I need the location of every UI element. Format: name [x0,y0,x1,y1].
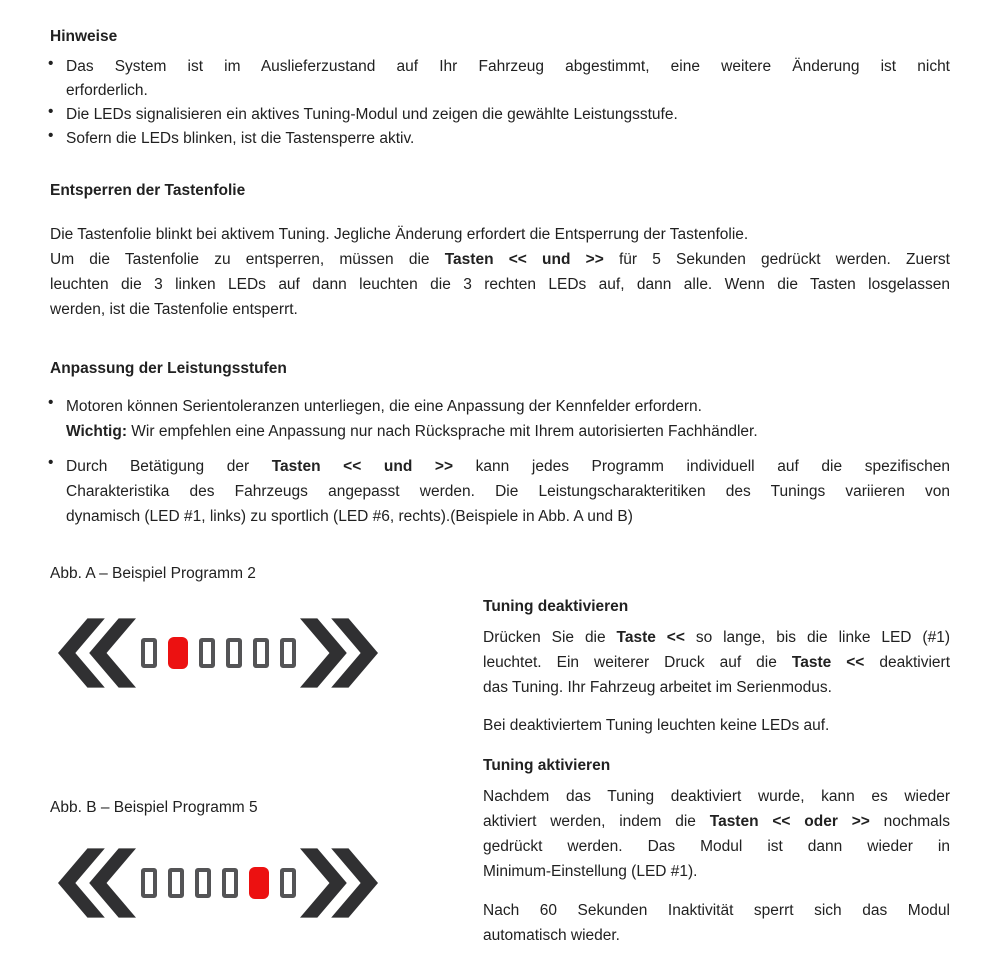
text-run: deaktiviert [864,654,950,671]
text-run: Minimum-Einstellung (LED #1). [483,863,698,880]
bold-text-run: Taste << [791,654,865,671]
text-run: automatisch wieder. [483,927,620,944]
text-run: Wir empfehlen eine Anpassung nur nach Rücksprache mit Ihrem autorisierten Fachhändler. [127,423,758,440]
text-line [483,923,950,948]
text-run: leuchten die 3 linken LEDs auf dann leuchten die 3 rechten LEDs auf, dann alle. Wenn die Tasten losgelassen [50,276,950,293]
text-run: so lange, bis die linke LED (#1) [684,629,950,646]
figures-column [50,561,483,948]
double-chevron-right-icon [300,618,378,688]
text-line [66,479,950,504]
text-line [483,834,950,859]
text-line [66,79,950,103]
bold-text-run: Tasten << oder >> [709,813,870,830]
list-item [50,454,950,529]
led-5 [253,638,269,668]
text-run: Die Tastenfolie blinkt bei aktivem Tuning. Jegliche Änderung erfordert die Entsperrung der Tastenfolie. [50,226,749,243]
text-run: aktiviert werden, indem die [483,813,710,830]
text-run: Durch Betätigung der [66,458,272,475]
bold-text-run: Taste << [616,629,685,646]
text-run: leuchtet. Ein weiterer Druck auf die [483,654,792,671]
text-run: werden, ist die Tastenfolie entsperrt. [50,301,298,318]
led-4 [222,868,238,898]
text-line [483,650,950,675]
text-line [483,625,950,650]
text-run: Die LEDs signalisieren ein aktives Tuning-Modul und zeigen die gewählte Leistungsstufe. [66,106,678,123]
tuning-text-column [483,561,950,948]
led-2 [168,868,184,898]
text-run: erforderlich. [66,82,148,99]
led-row [141,637,296,669]
bullet-icon: • [48,103,54,120]
heading-hinweise: Hinweise [50,28,118,45]
led-row [141,867,296,899]
bullet-icon: • [48,127,54,144]
led-1 [141,868,157,898]
text-run: Drücken Sie die [483,629,617,646]
text-run: nochmals [869,813,950,830]
bullet-icon: • [48,454,54,471]
led-6 [280,638,296,668]
bullet-icon: • [48,394,54,411]
bold-text-run: Wichtig: [66,423,127,440]
figure-a-led-display [58,618,378,688]
text-line [50,272,950,297]
text-run: Um die Tastenfolie zu entsperren, müssen die [50,251,445,268]
heading-anpassung: Anpassung der Leistungsstufen [50,360,287,377]
text-line [66,394,950,419]
text-line [66,55,950,79]
led-3 [195,868,211,898]
text-line [66,454,950,479]
text-line [483,898,950,923]
bold-text-run: Tasten << und >> [444,251,604,268]
text-run: für 5 Sekunden gedrückt werden. Zuerst [603,251,950,268]
led-4 [226,638,242,668]
heading-tuning-aktivieren: Tuning aktivieren [483,757,611,774]
bold-text-run: Tasten << und >> [271,458,454,475]
text-line [483,784,950,809]
text-line [66,419,950,444]
list-item [50,127,950,151]
paragraph-entsperren [50,222,950,322]
text-run: Nachdem das Tuning deaktiviert wurde, kann es wieder [483,788,950,805]
text-run: Bei deaktiviertem Tuning leuchten keine LEDs auf. [483,717,830,734]
list-item [50,394,950,444]
text-run: Motoren können Serientoleranzen unterliegen, die eine Anpassung der Kennfelder erfordern. [66,398,702,415]
text-line [66,504,950,529]
text-line [483,809,950,834]
figure-a-label: Abb. A – Beispiel Programm 2 [50,565,256,582]
text-run: dynamisch (LED #1, links) zu sportlich (LED #6, rechts).(Beispiele in Abb. A und B) [66,508,633,525]
text-line [50,247,950,272]
text-run: Charakteristika des Fahrzeugs angepasst werden. Die Leistungscharakteritiken des Tunings variieren von [66,483,950,500]
figure-b-led-display [58,848,378,918]
text-line [66,103,950,127]
text-line [66,127,950,151]
led-6 [280,868,296,898]
text-line [50,297,950,322]
led-3 [199,638,215,668]
text-line [483,675,950,700]
text-run: das Tuning. Ihr Fahrzeug arbeitet im Serienmodus. [483,679,832,696]
text-line [50,222,950,247]
list-item [50,103,950,127]
led-2-active [168,637,188,669]
text-run: gedrückt werden. Das Modul ist dann wieder in [483,838,950,855]
double-chevron-right-icon [300,848,378,918]
heading-tuning-deaktivieren: Tuning deaktivieren [483,598,629,615]
paragraph-aktivieren-1 [483,784,950,884]
bullet-icon: • [48,55,54,72]
figure-b-label: Abb. B – Beispiel Programm 5 [50,799,258,816]
paragraph-deaktivieren-1 [483,625,950,700]
text-run: kann jedes Programm individuell auf die spezifischen [453,458,950,475]
heading-entsperren: Entsperren der Tastenfolie [50,182,246,199]
text-run: Sofern die LEDs blinken, ist die Tastensperre aktiv. [66,130,415,147]
paragraph-deaktivieren-2 [483,713,950,738]
text-line [483,859,950,884]
double-chevron-left-icon [58,618,136,688]
text-run: Nach 60 Sekunden Inaktivität sperrt sich das Modul [483,902,950,919]
list-item [50,55,950,103]
paragraph-aktivieren-2 [483,898,950,948]
led-5-active [249,867,269,899]
text-line [483,713,950,738]
text-run: Das System ist im Auslieferzustand auf Ihr Fahrzeug abgestimmt, eine weitere Änderung ist nicht [66,58,950,75]
double-chevron-left-icon [58,848,136,918]
led-1 [141,638,157,668]
